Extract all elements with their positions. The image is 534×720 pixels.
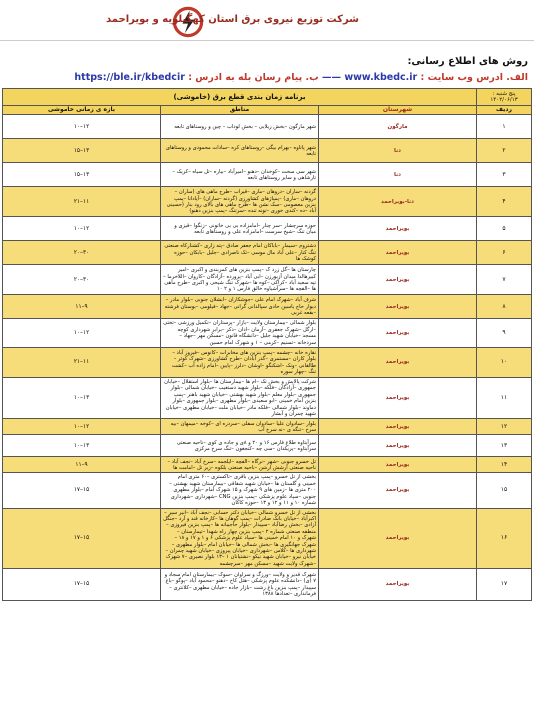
row-time: ۳۰–۲۰ <box>3 241 161 265</box>
table-title-row <box>3 89 532 106</box>
row-area: دشتروم –سیمار –باباکان امام جعفر صادق –پته زاری –کشنارکاه صنعتی تنگ کنار –علی آباد مال موسی –تک ناصرادی –جلیل –بابکان –حوزه کوشک ها <box>161 241 319 265</box>
row-area: بخشی از تل خسرو –پمپ بنزین باقری –تاکستری –۶۰ متری امام خمینی و گلستان ها –خیابان شهید شقاقی –بیمارستان شهید بهشتی –۲۰۰ متری ها –زمین های ۹ شهرک و ۱۵ شهرک امام –بلوار مطهری جنوبی –سپاد علوم پزشکی –پمپ بنزین CNG –شهرداری –شهرداری شماره ۱۰ و ۱۱ و ۱۲ و ۱۳ –حوزه کاکان <box>161 473 319 508</box>
row-area: نقاره خانه –چشمه –پمپ بنزین های مخابرات –کانوس –فیروز آباد –بلوار کاران –مستمری –گذر آبادان –طرح کشاورزی –شهرک کوثر –طالقانی –ونک –اشکنگو –اوشان –دلرز –پایین –امام زاده آب –کشت تنگ –چهار سوره <box>161 348 319 378</box>
row-area: شهر پاتاوه –بهرام بیگی –روستاهای کره –سادات محمودی و روستاهای تابعه <box>161 139 319 163</box>
row-time: ۱۱–۲۱ <box>3 187 161 217</box>
row-area: شهر سی سخت –کوخدان –دهنو –امیرآباد –بیاره –تل سیاه –کریک –تارشاهی و سایر روستاهای تابعه <box>161 163 319 187</box>
table-row <box>3 115 532 139</box>
row-area: گردنه –ساران –دروهان –ماری –قیراب –طرح ماهی های (ساران –دروهان –ماری) –پمپاژهای کشاورزی (گردنه –ساران) –آپادانا –پمپ بنزین معصومی –سک نشن ها –طرح ماهی های بالای رود بنار (حسینی آباد –ده –کندی خوری –تونه تنده –سرتنگ –پمپ بنزین دهنو) <box>161 187 319 217</box>
row-time: ۱۳–۱۵ <box>3 139 161 163</box>
table-row <box>3 295 532 319</box>
row-index: ۱۳ <box>477 435 532 457</box>
row-area: شرف آباد –شهرک امام علی –جوشکاران –ابشلان جنوبی –بلوار مادر –دیوار حاج یاسین حادی سپالدانی گرانی –جهاد –فیلومی –بوستان فرشته –بقعه غربی <box>161 295 319 319</box>
row-index: ۶ <box>477 241 532 265</box>
row-index: ۱۶ <box>477 508 532 569</box>
row-index: ۱ <box>477 115 532 139</box>
row-city: بویراحمد <box>319 319 477 348</box>
row-time: ۳۰–۲۰ <box>3 265 161 295</box>
table-row <box>3 265 532 295</box>
bale-label: ب. پیام رسان بله به آدرس : <box>188 72 319 83</box>
row-index: ۱۴ <box>477 457 532 473</box>
table-row <box>3 241 532 265</box>
row-time: ۱۳–۱۰ <box>3 435 161 457</box>
row-index: ۴ <box>477 187 532 217</box>
row-time: ۱۵–۱۷ <box>3 508 161 569</box>
row-time: ۹–۱۱ <box>3 457 161 473</box>
row-time: ۱۲–۱۰ <box>3 319 161 348</box>
column-header-row <box>3 106 532 115</box>
row-city: بویراحمد <box>319 473 477 508</box>
row-index: ۲ <box>477 139 532 163</box>
table-row <box>3 163 532 187</box>
table-row <box>3 569 532 601</box>
row-city: دنا <box>319 139 477 163</box>
row-area: بلوار شمالی –بیمارستان ولایت –بازار –پرستاران –تکمیل ورزشی –تختی –ارگل –شهرک جعفری –آرمان –اذان –ذکر –برابر شهرداری کوچه مسجد –خیابان شهید جلیل –دانشگاه قانون –مسکن مهر –جهاد –سردخانه –تسنیم –کرمی – ۱ و شهرک امام حسین <box>161 319 319 348</box>
row-index: ۱۲ <box>477 419 532 435</box>
row-city: بویراحمد <box>319 295 477 319</box>
company-name: شرکت توزیع نیروی برق استان کهگیلویه و بویراحمد <box>106 14 359 25</box>
row-city: دنا-بویراحمد <box>319 187 477 217</box>
row-city: بویراحمد <box>319 457 477 473</box>
row-index: ۷ <box>477 265 532 295</box>
row-area: شهرک قدیر و ولایت –ورزگ و سراوان –سوک –بیمارستان امام سجاد و ۷ (ی) –دانشکده علوم پزشکی –هتل کاخ –دهنو –محمود آباد –پوگو –باغ سپیدار –پمپ بنزین باغ رشت –بازار جاده –خیابان مطهری –کلانتری –فرمانداری –تعدادها ۱۳۸۸ <box>161 569 319 601</box>
website-label: الف. آدرس وب سایت : <box>420 72 528 83</box>
col-time-header: بازه ی زمانی خاموشی <box>3 106 161 115</box>
table-row <box>3 435 532 457</box>
row-time: ۱۵–۱۷ <box>3 569 161 601</box>
table-row <box>3 457 532 473</box>
col-index-header: ردیف <box>477 106 532 115</box>
bale-url[interactable]: https://ble.ir/kbedcir <box>74 72 185 83</box>
website-url[interactable]: www.kbedc.ir <box>344 72 418 83</box>
row-city: بویراحمد <box>319 217 477 241</box>
row-area: بخشی از تل خسرو شمالی –خیابان دکتر حسابی –نجف آباد –انیر سپر –اکبرآباد –خیابان بانک صادرات –پمپ گوهان ها –کارخانه قند و آرد –جنگل آزادی –بخش رضاآباد –سپیدار –بلوار حاجیبانه ها –پمپ بنزین فیروزی –منطقه صنعتی شماره ۲ –پمپ بنزین چهار راه شهدا –تیمارستان –شهرک و ۱۰ امام خمینی ها –سپاد علوم پزشکی ۶ و ۱ و ۱۷ و ۱۸ –شهرک جهانگیری ها –بخش شمالی ها –خیابان امام –بلوار مطهری –شهرداری ها –کلاس –شهرداری –خیابان پیروزی –خیابان شهید چمران –خیابان نیرو –خیابان شهید نیکو –نشتیانان ۱ –۱۳ بلوار نصیری –۷ شهرک –شهرک ولایت شهید –مسکن مهر –سرچشمه <box>161 508 319 569</box>
row-time: ۱۳–۱۵ <box>3 163 161 187</box>
col-area-header: مناطق <box>161 106 319 115</box>
row-time: ۱۳–۱۰ <box>3 378 161 419</box>
row-index: ۳ <box>477 163 532 187</box>
info-methods-title: روش های اطلاع رسانی: <box>407 56 528 67</box>
row-city: دنا <box>319 163 477 187</box>
table-body <box>3 115 532 601</box>
row-time: ۱۲–۱۰ <box>3 115 161 139</box>
row-time: ۱۲–۱۰ <box>3 419 161 435</box>
row-index: ۵ <box>477 217 532 241</box>
date-label: پنج شنبه : <box>492 90 516 97</box>
table-row <box>3 348 532 378</box>
row-area: شهر مارگون –بخش زیلایی – بخش لوداب – چین و روستاهای تابعه <box>161 115 319 139</box>
row-area: تل خسرو جنوبی –شهر –نرگاه –الفچه –ایلجمه –سرخ آباد –نجف آباد –ناحیه صنعتی ارشش ارشن –ناحیه صنعتی بلکوه –زیر تل –امامت ها <box>161 457 319 473</box>
row-area: شرکت پالایش و بخش تک –ام ها –بیمارستان ها –بلوار استقلال –خیابان جمهوری –آزادگان –فلکه –بلوار شهید دستغیب –خیابان شمالی –بلوار جمهوری –بلوار معلم –بلوار شهید بهشتی –خیابان شهید باهنر –پمپ بنزین امام خمینی –ابو سعیدی –بلوار مطهری –بلوار جمهوری –بلوار دماوند –بلوار شمالی –فلکه مادر –خیابان ملت –خیابان مطهری –خیابان شهید چمران و آبشار <box>161 378 319 419</box>
row-index: ۱۵ <box>477 473 532 508</box>
row-area: سرآبتاوه طلاع فارس ۱۶ و ۲۰ و ۸ی و جاده ی کوی –ناحیه صنعتی سرآبتاوه –پریکدان –سی چه –کنجغون –تنگ سرخ مرکزی <box>161 435 319 457</box>
row-city: بویراحمد <box>319 265 477 295</box>
row-index: ۱۱ <box>477 378 532 419</box>
table-row <box>3 419 532 435</box>
col-city-header: شهرستان <box>319 106 477 115</box>
outage-schedule-table <box>2 88 532 601</box>
row-area: چارستان ها –گل زرد ک –پمپ بنزین های کمربندی و اکبری –امیر کبیرهالدا میدان آزیورزن –ابی آباد –پرورده –آزادگان –کاروان –اللاخرما –تپه سعید آباد –کراکی –کوه ها –شهرک تنگ شیخی و اکبری –طرح ماهی ها –الفچه ها –سرآشیاوه خالق فارس ۱ و ۲ ۱۰ <box>161 265 319 295</box>
row-city: بویراحمد <box>319 419 477 435</box>
table-row <box>3 508 532 569</box>
letterhead <box>0 0 534 41</box>
row-time: ۱۱–۲۱ <box>3 348 161 378</box>
row-city: بویراحمد <box>319 435 477 457</box>
row-time: ۹–۱۱ <box>3 295 161 319</box>
table-row <box>3 319 532 348</box>
row-city: بویراحمد <box>319 508 477 569</box>
row-city: بویراحمد <box>319 241 477 265</box>
row-index: ۹ <box>477 319 532 348</box>
table-row <box>3 139 532 163</box>
row-city: بویراحمد <box>319 348 477 378</box>
contact-links <box>6 72 528 83</box>
row-time: ۱۲–۱۰ <box>3 217 161 241</box>
date-value: ۱۴۰۲/۰۶/۱۳ <box>490 97 518 103</box>
table-row <box>3 473 532 508</box>
row-index: ۸ <box>477 295 532 319</box>
row-area: حوزه سرچشار –سر چنار –امامزاده بی بی خاتونی –زنگوا –قیزی و میان تنگ –شیخ سرست –امامزاده علی و روستاهای تابعه <box>161 217 319 241</box>
table-title: برنامه زمان بندی قطع برق (خاموشی) <box>3 89 477 106</box>
date-cell <box>477 89 532 106</box>
row-city: مارگون <box>319 115 477 139</box>
row-area: بلوار –سادوان علیا –سادوان سفلی –سردره ای –کوخه –میمهان –بیه سرخ –تنگه ی –نه سرخ آب <box>161 419 319 435</box>
row-time: ۱۵–۱۷ <box>3 473 161 508</box>
row-city: بویراحمد <box>319 569 477 601</box>
row-city: بویراحمد <box>319 378 477 419</box>
table-row <box>3 217 532 241</box>
row-index: ۱۷ <box>477 569 532 601</box>
separator: —— <box>318 72 342 83</box>
row-index: ۱۰ <box>477 348 532 378</box>
table-row <box>3 378 532 419</box>
table-row <box>3 187 532 217</box>
